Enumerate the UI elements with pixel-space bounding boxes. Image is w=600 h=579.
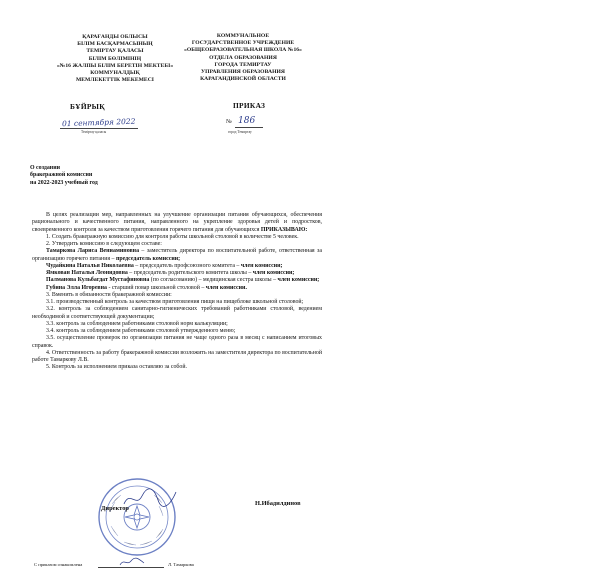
member-role: член комиссии; xyxy=(252,270,295,276)
acknowledgement xyxy=(34,559,214,571)
order-body xyxy=(32,212,322,372)
member-name: Тамаркова Лариса Вениаминовна xyxy=(46,248,140,255)
header-left-line: ҚАРАҒАНДЫ ОБЛЫСЫ xyxy=(82,34,148,40)
member-text: - старший повар школьной столовой – xyxy=(106,284,206,291)
member-role: член комиссии; xyxy=(240,262,283,269)
intro-paragraph xyxy=(32,212,322,234)
date-underline xyxy=(60,128,138,129)
city-ru: город Темиртау xyxy=(228,130,252,134)
header-left-line: МЕМЛЕКЕТТІК МЕКЕМЕСІ xyxy=(75,77,155,84)
doc-type-kz: БҰЙРЫҚ xyxy=(70,102,105,111)
paragraph-3: 3. Вменить в обязанности бракеражной комиссии: xyxy=(46,291,172,298)
header-left-line: БІЛІМ БӨЛІМІНІҢ xyxy=(88,55,142,62)
paragraph-4: 4. Ответственность за работу бракеражной комиссии возложить на заместителя директора по воспитательной работе Тамаркову Л.В. xyxy=(32,349,322,363)
member-role: член комиссии. xyxy=(205,284,247,291)
ack-signature xyxy=(118,557,146,569)
paragraph-1: 1. Создать бракеражную комиссию для контроля работы школьной столовой в количестве 5 человек. xyxy=(46,233,299,240)
header-right xyxy=(168,33,318,83)
header-right-line: КАРАГАНДИНСКОЙ ОБЛАСТИ xyxy=(200,76,286,83)
ack-name: Л. Тамаркова xyxy=(168,562,194,567)
header-right-line: КОММУНАЛЬНОЕ xyxy=(216,33,270,39)
ack-signature-scribble xyxy=(118,557,146,567)
header-left-line: ТЕМІРТАУ ҚАЛАСЫ xyxy=(86,48,144,55)
member-text: (по согласованию) – медицинская сестра школы – xyxy=(149,277,278,284)
subject-line: О создании xyxy=(30,165,60,171)
intro-text: В целях реализации мер, направленных на улучшение организации питания обучающихся, обеспечения рационального и качественного питания, направленного на укрепление здоровья детей и подростков, своевременного контроля за качеством приготовления горячего питания для обучающихся xyxy=(32,212,322,233)
paragraph-3-4: 3.4. контроль за соблюдением работниками столовой утвержденного меню; xyxy=(46,328,236,334)
number-field xyxy=(226,116,270,130)
order-subject xyxy=(30,165,98,187)
header-left-line: «№16 ЖАЛПЫ БІЛІМ БЕРЕТІН МЕКТЕБІ» xyxy=(56,62,174,69)
doc-type-ru: ПРИКАЗ xyxy=(233,101,266,110)
member-name: Чудайкина Наталья Николаевна xyxy=(46,262,134,269)
member-name: Ямкован Наталья Леонидовна xyxy=(46,270,128,276)
member-role: председатель комиссии; xyxy=(115,255,181,262)
paragraph-3-2: 3.2. контроль за соблюдением санитарно-гигиенических требований работниками столовой, ведением необходимой и соответствующей документации; xyxy=(32,306,322,320)
member-text: – председатель профсоюзного комитета – xyxy=(133,262,241,269)
header-left-line: БІЛІМ БАСҚАРМАСЫНЫҢ xyxy=(77,41,153,48)
city-kz: Теміртау қаласы xyxy=(81,130,107,134)
header-right-line: «ОБЩЕОБРАЗОВАТЕЛЬНАЯ ШКОЛА №16» xyxy=(184,47,302,54)
header-right-line: ГОСУДАРСТВЕННОЕ УЧРЕЖДЕНИЕ xyxy=(191,40,295,47)
member-1 xyxy=(32,248,322,263)
header-right-line: ГОРОДА ТЕМИРТАУ xyxy=(214,61,272,68)
director-signature xyxy=(120,486,180,510)
member-text: – заместитель директора по воспитательной работе, ответственная за организацию горячего питания – xyxy=(32,248,322,262)
director-name: Н.Ибадилдинов xyxy=(255,500,301,507)
number-underline xyxy=(235,127,263,128)
paragraph-2: 2. Утвердить комиссию в следующем составе: xyxy=(46,241,162,247)
director-title: Директор xyxy=(101,505,129,512)
member-name: Губина Элла Игоревна xyxy=(46,284,107,291)
paragraph-3-3: 3.3. контроль за соблюдением работниками столовой норм калькуляции; xyxy=(46,320,228,327)
ack-label: С приказом ознакомлена xyxy=(34,562,83,567)
member-text: – председатель родительского комитета школы – xyxy=(127,270,253,276)
number-label: № xyxy=(226,119,232,125)
paragraph-3-5: 3.5. осуществление проверок по организации питания не чаще одного раза в месяц с написанием итоговых справок. xyxy=(32,335,322,349)
member-5 xyxy=(32,285,322,292)
paragraph-3-1: 3.1. производственный контроль за качеством приготовления пищи на пищеблоке школьной столовой; xyxy=(46,299,304,305)
subject-line: бракеражной комиссии xyxy=(30,172,93,179)
date-handwritten: 01 сентября 2022 xyxy=(61,116,136,129)
member-2 xyxy=(32,263,322,270)
subject-line: на 2022-2023 учебный год xyxy=(30,179,98,186)
member-4 xyxy=(32,277,322,284)
header-right-line: ОТДЕЛА ОБРАЗОВАНИЯ xyxy=(209,54,277,61)
header-left-line: КОММУНАЛДЫҚ xyxy=(90,70,140,77)
signature-scribble xyxy=(120,486,180,510)
intro-command: ПРИКАЗЫВАЮ: xyxy=(260,226,308,233)
header-right-line: УПРАВЛЕНИЯ ОБРАЗОВАНИЯ xyxy=(201,69,285,76)
number-handwritten: 186 xyxy=(238,116,256,126)
member-role: член комиссии; xyxy=(277,277,320,284)
member-name: Палманова Кульбагдат Мустафиновна xyxy=(46,277,150,284)
paragraph-5: 5. Контроль за исполнением приказа оставляю за собой. xyxy=(46,364,187,371)
